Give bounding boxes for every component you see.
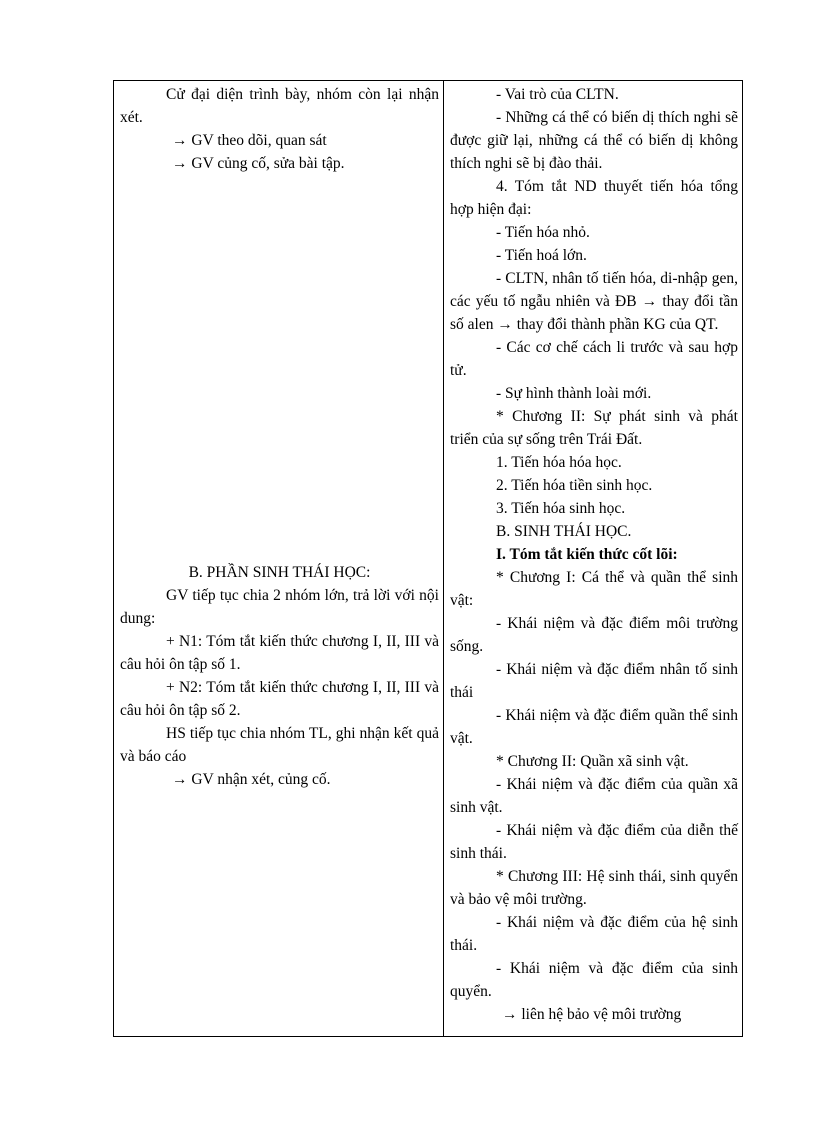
right-paragraph: - Sự hình thành loài mới. [496, 385, 652, 402]
left-paragraph: → GV nhận xét, củng cố. [172, 771, 331, 788]
right-paragraph: - Khái niệm và đặc điểm của hệ sinh thái. [450, 914, 738, 954]
left-paragraph: → GV củng cố, sửa bài tập. [172, 155, 345, 172]
section-b-title: B. SINH THÁI HỌC. [496, 523, 632, 540]
left-paragraph: + N1: Tóm tắt kiến thức chương I, II, III và câu hỏi ôn tập số 1. [120, 633, 439, 673]
left-section-b-block [120, 561, 439, 791]
left-paragraph: + N2: Tóm tắt kiến thức chương I, II, III và câu hỏi ôn tập số 2. [120, 679, 439, 719]
right-paragraph: 4. Tóm tắt ND thuyết tiến hóa tổng hợp hiện đại: [450, 178, 738, 218]
right-paragraph: - Vai trò của CLTN. [496, 86, 619, 103]
right-paragraph: - CLTN, nhân tố tiến hóa, di-nhập gen, các yếu tố ngẫu nhiên và ĐB → thay đổi tần số alen → thay đổi thành phần KG của QT. [450, 270, 738, 333]
right-paragraph: - Khái niệm và đặc điểm môi trường sống. [450, 615, 738, 655]
right-paragraph: - Những cá thể có biến dị thích nghi sẽ được giữ lại, những cá thể có biến dị không thích nghi sẽ bị đào thải. [450, 109, 738, 172]
right-paragraph: → liên hệ bảo vệ môi trường [502, 1006, 682, 1023]
right-paragraph: 2. Tiến hóa tiền sinh học. [496, 477, 653, 494]
right-paragraph: 3. Tiến hóa sinh học. [496, 500, 626, 517]
right-paragraph: - Tiến hoá lớn. [496, 247, 587, 264]
content-column [444, 81, 742, 1036]
left-paragraph: Cử đại diện trình bày, nhóm còn lại nhận xét. [120, 86, 439, 126]
section-b-heading: B. PHẦN SINH THÁI HỌC: [188, 564, 371, 581]
lesson-table [113, 80, 743, 1037]
right-paragraph: - Khái niệm và đặc điểm của quần xã sinh vật. [450, 776, 738, 816]
right-paragraph: * Chương II: Sự phát sinh và phát triển của sự sống trên Trái Đất. [450, 408, 738, 448]
right-paragraph: * Chương II: Quần xã sinh vật. [496, 753, 689, 770]
summary-heading: I. Tóm tắt kiến thức cốt lõi: [496, 546, 678, 563]
left-paragraph: HS tiếp tục chia nhóm TL, ghi nhận kết quả và báo cáo [120, 725, 439, 765]
right-paragraph: - Khái niệm và đặc điểm của diễn thế sinh thái. [450, 822, 738, 862]
left-paragraph: GV tiếp tục chia 2 nhóm lớn, trả lời với nội dung: [120, 587, 439, 627]
right-paragraph: * Chương I: Cá thể và quần thể sinh vật: [450, 569, 738, 609]
right-block [450, 83, 738, 1026]
right-paragraph: - Khái niệm và đặc điểm quần thể sinh vật. [450, 707, 738, 747]
right-paragraph: 1. Tiến hóa hóa học. [496, 454, 622, 471]
right-paragraph: - Tiến hóa nhỏ. [496, 224, 590, 241]
left-top-block [120, 83, 439, 175]
left-paragraph: → GV theo dõi, quan sát [172, 132, 327, 149]
right-paragraph: - Các cơ chế cách li trước và sau hợp tử. [450, 339, 738, 379]
right-paragraph: - Khái niệm và đặc điểm của sinh quyển. [450, 960, 738, 1000]
teacher-activity-column [114, 81, 444, 1036]
right-paragraph: - Khái niệm và đặc điểm nhân tố sinh thái [450, 661, 738, 701]
right-paragraph: * Chương III: Hệ sinh thái, sinh quyển và bảo vệ môi trường. [450, 868, 738, 908]
